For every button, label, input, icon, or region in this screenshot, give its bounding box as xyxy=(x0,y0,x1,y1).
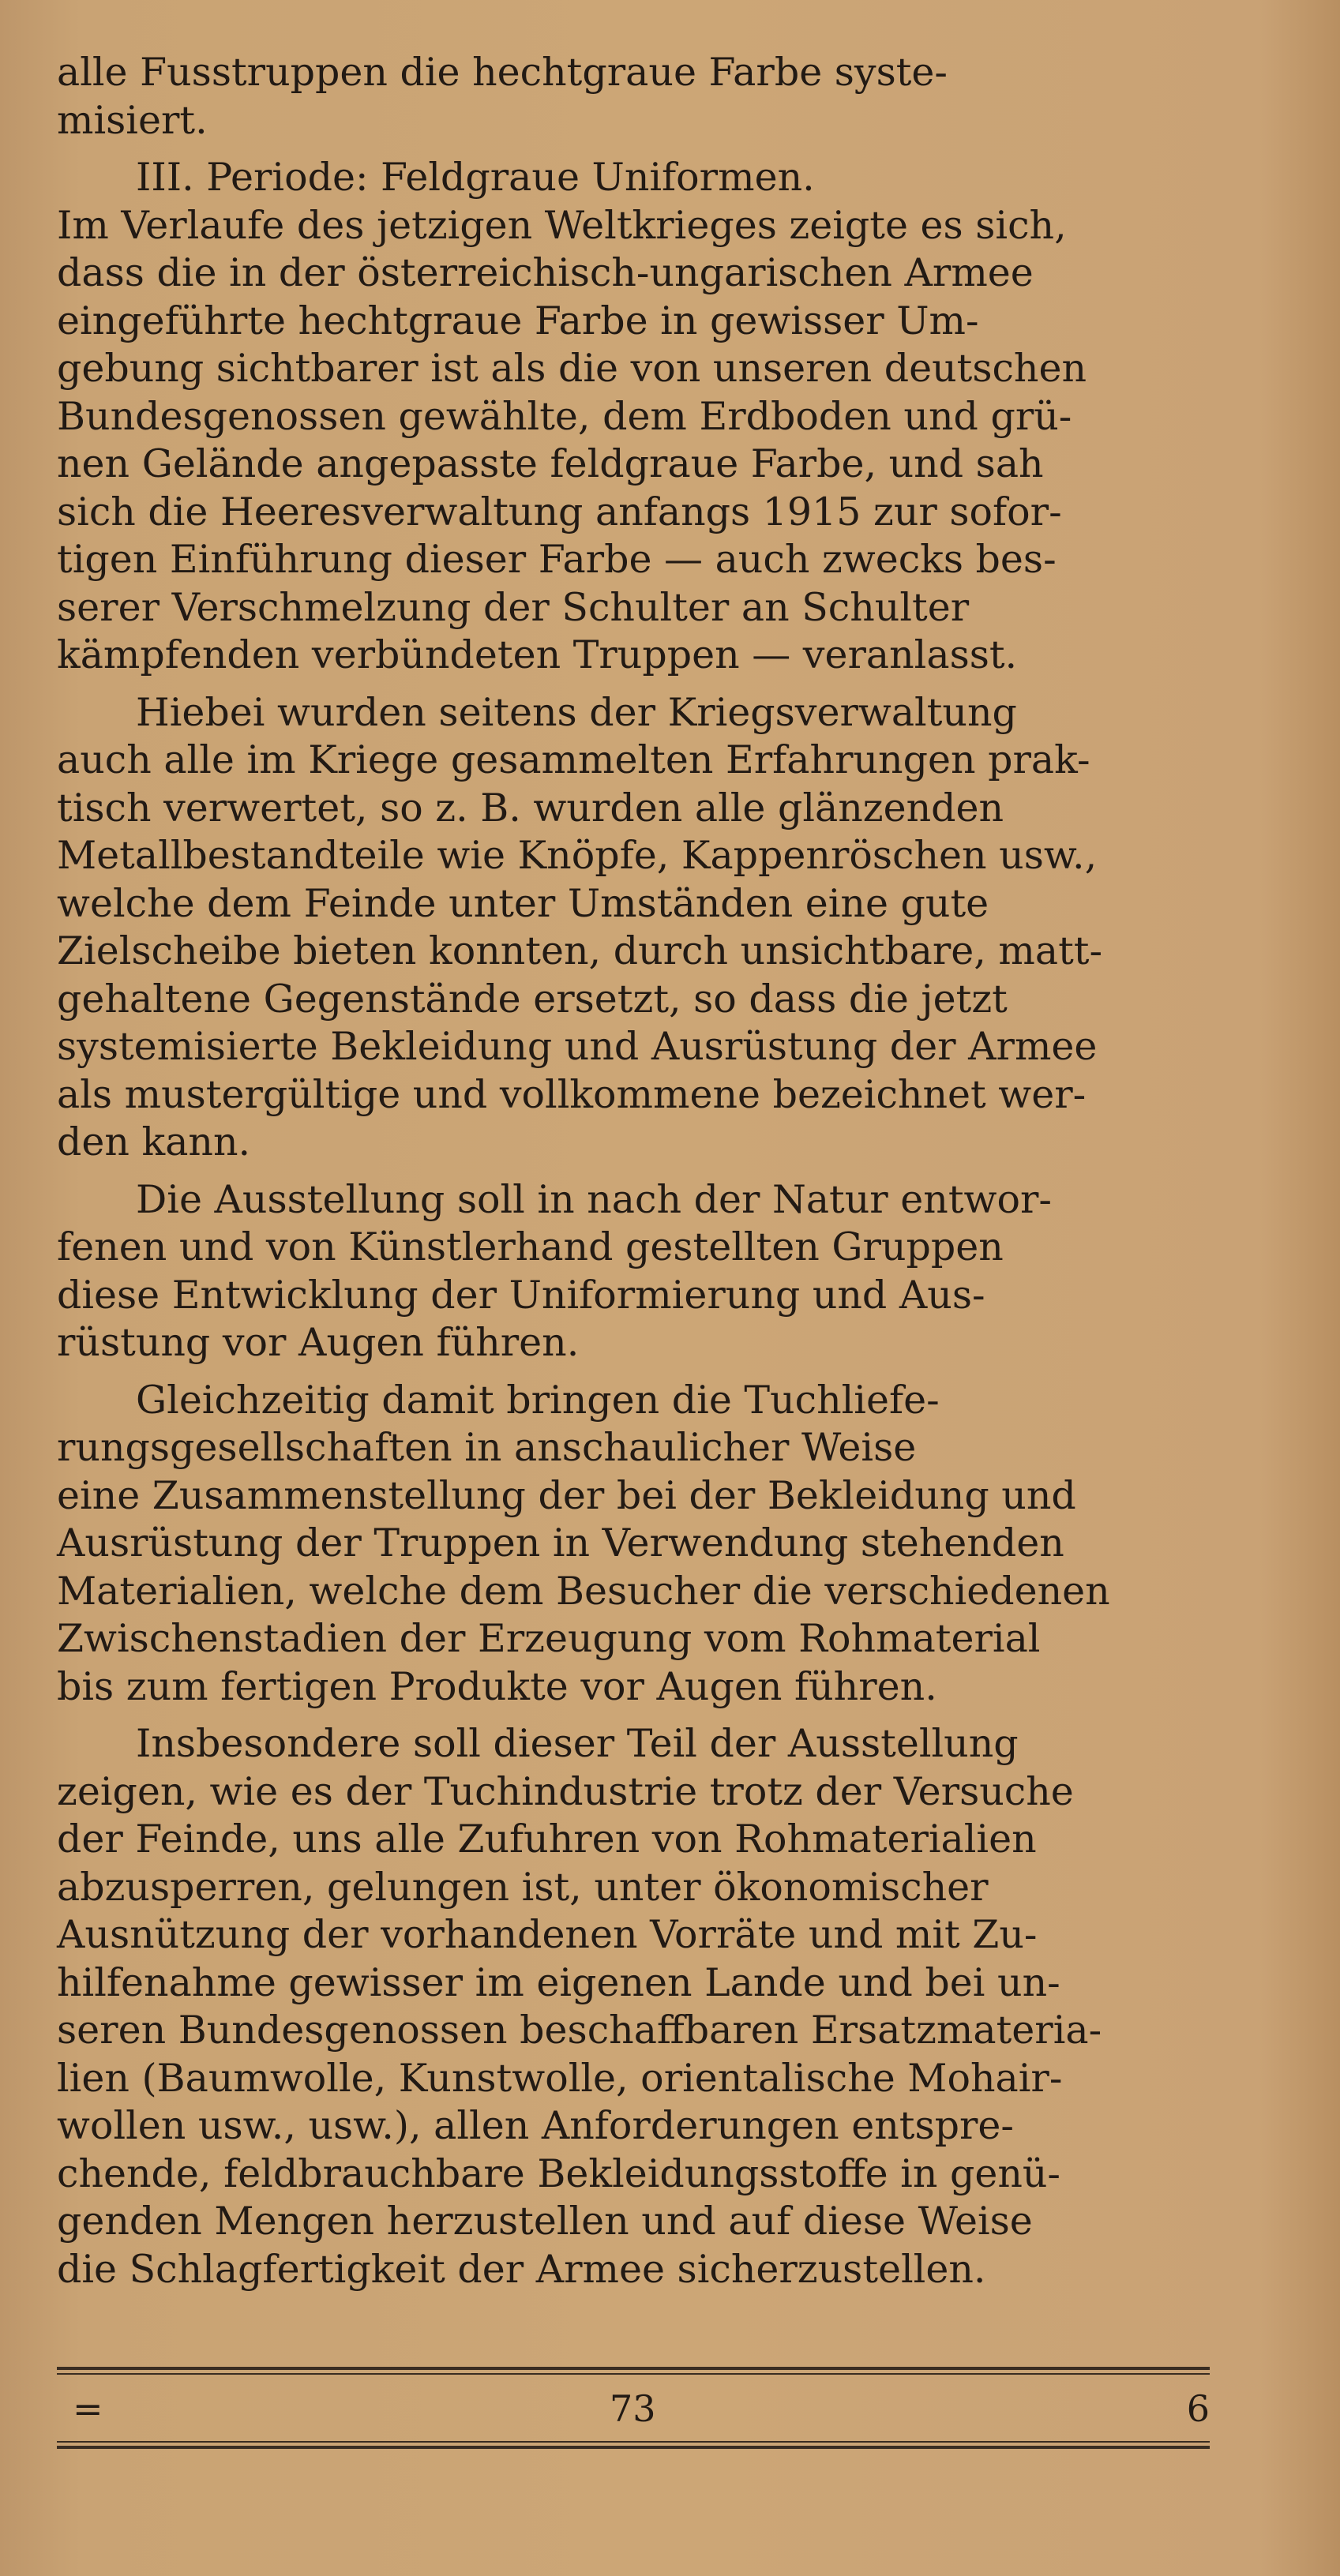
text-line: bis zum fertigen Produkte vor Augen führen. xyxy=(57,1663,937,1709)
text-line: diese Entwicklung der Uniformierung und Aus- xyxy=(57,1272,985,1318)
text-line: Zwischenstadien der Erzeugung vom Rohmaterial xyxy=(57,1616,1041,1661)
text-line: Bundesgenossen gewählte, dem Erdboden und grü- xyxy=(57,393,1072,439)
text-line: alle Fusstruppen die hechtgraue Farbe syste- xyxy=(57,50,948,95)
text-line: chende, feldbrauchbare Bekleidungsstoffe in genü- xyxy=(57,2150,1060,2196)
page-number: 73 xyxy=(610,2387,656,2430)
text-line: Ausnützung der vorhandenen Vorräte und mit Zu- xyxy=(57,1912,1038,1957)
body-text xyxy=(57,49,1249,2303)
text-line: Gleichzeitig damit bringen die Tuchliefe- xyxy=(136,1377,940,1423)
text-line: die Schlagfertigkeit der Armee sicherzustellen. xyxy=(57,2246,986,2292)
text-line: gehaltene Gegenstände ersetzt, so dass die jetzt xyxy=(57,976,1008,1022)
text-line: Insbesondere soll dieser Teil der Ausstellung xyxy=(136,1721,1019,1766)
text-line: Im Verlaufe des jetzigen Weltkrieges zeigte es sich, xyxy=(57,202,1067,248)
footer-mark: = xyxy=(73,2387,103,2430)
signature-mark: 6 xyxy=(1186,2387,1210,2430)
text-line: misiert. xyxy=(57,97,208,143)
text-line: abzusperren, gelungen ist, unter ökonomischer xyxy=(57,1864,989,1910)
paragraph-textile-industry xyxy=(57,1720,1249,2293)
paragraph-continuation xyxy=(57,49,1249,144)
text-line: hilfenahme gewisser im eigenen Lande und bei un- xyxy=(57,1959,1060,2005)
text-line: Ausrüstung der Truppen in Verwendung stehenden xyxy=(57,1520,1064,1565)
text-line: rüstung vor Augen führen. xyxy=(57,1320,580,1365)
text-line: als mustergültige und vollkommene bezeichnet wer- xyxy=(57,1071,1087,1117)
text-line: wollen usw., usw.), allen Anforderungen entspre- xyxy=(57,2103,1014,2148)
text-line: genden Mengen herzustellen und auf diese Weise xyxy=(57,2199,1033,2244)
text-line: auch alle im Kriege gesammelten Erfahrungen prak- xyxy=(57,737,1090,782)
text-line: systemisierte Bekleidung und Ausrüstung der Armee xyxy=(57,1024,1098,1069)
text-line: gebung sichtbarer ist als die von unseren deutschen xyxy=(57,346,1087,391)
text-line: tisch verwertet, so z. B. wurden alle glänzenden xyxy=(57,785,1004,831)
paragraph-cloth-suppliers xyxy=(57,1377,1249,1712)
text-line: eingeführte hechtgraue Farbe in gewisser Um- xyxy=(57,298,979,343)
text-line: eine Zusammenstellung der bei der Bekleidung und xyxy=(57,1472,1076,1518)
text-line: Metallbestandteile wie Knöpfe, Kappenröschen usw., xyxy=(57,833,1098,878)
text-line: sich die Heeresverwaltung anfangs 1915 zur sofor- xyxy=(57,489,1062,534)
text-line: lien (Baumwolle, Kunstwolle, orientalische Mohair- xyxy=(57,2055,1063,2101)
paragraph-war-experience xyxy=(57,689,1249,1167)
text-line: serer Verschmelzung der Schulter an Schulter xyxy=(57,584,970,630)
footer-rule-top-thin xyxy=(57,2373,1210,2375)
text-line: den kann. xyxy=(57,1119,251,1164)
page-footer xyxy=(57,2384,1210,2439)
section-heading-line: III. Periode: Feldgraue Uniformen. xyxy=(136,155,815,200)
text-line: Hiebei wurden seitens der Kriegsverwaltung xyxy=(136,689,1017,735)
text-line: seren Bundesgenossen beschaffbaren Ersatzmateria- xyxy=(57,2008,1102,2053)
paragraph-exhibition xyxy=(57,1176,1249,1367)
footer-rule-bottom xyxy=(57,2446,1210,2449)
text-line: zeigen, wie es der Tuchindustrie trotz der Versuche xyxy=(57,1768,1074,1814)
text-line: tigen Einführung dieser Farbe — auch zwecks bes- xyxy=(57,537,1057,582)
text-line: rungsgesellschaften in anschaulicher Weise xyxy=(57,1425,917,1470)
footer-rule-bottom-thin xyxy=(57,2441,1210,2443)
text-line: Zielscheibe bieten konnten, durch unsichtbare, matt- xyxy=(57,928,1103,973)
text-line: fenen und von Künstlerhand gestellten Gruppen xyxy=(57,1224,1004,1269)
text-line: der Feinde, uns alle Zufuhren von Rohmaterialien xyxy=(57,1817,1037,1862)
paragraph-period-three xyxy=(57,154,1249,680)
text-line: dass die in der österreichisch-ungarischen Armee xyxy=(57,250,1034,295)
text-line: welche dem Feinde unter Umständen eine gute xyxy=(57,880,989,926)
footer-rule-top xyxy=(57,2367,1210,2370)
text-line: nen Gelände angepasste feldgraue Farbe, und sah xyxy=(57,441,1044,486)
text-line: Materialien, welche dem Besucher die verschiedenen xyxy=(57,1568,1110,1614)
text-line: kämpfenden verbündeten Truppen — veranlasst. xyxy=(57,632,1018,677)
text-line: Die Ausstellung soll in nach der Natur entwor- xyxy=(136,1176,1052,1222)
